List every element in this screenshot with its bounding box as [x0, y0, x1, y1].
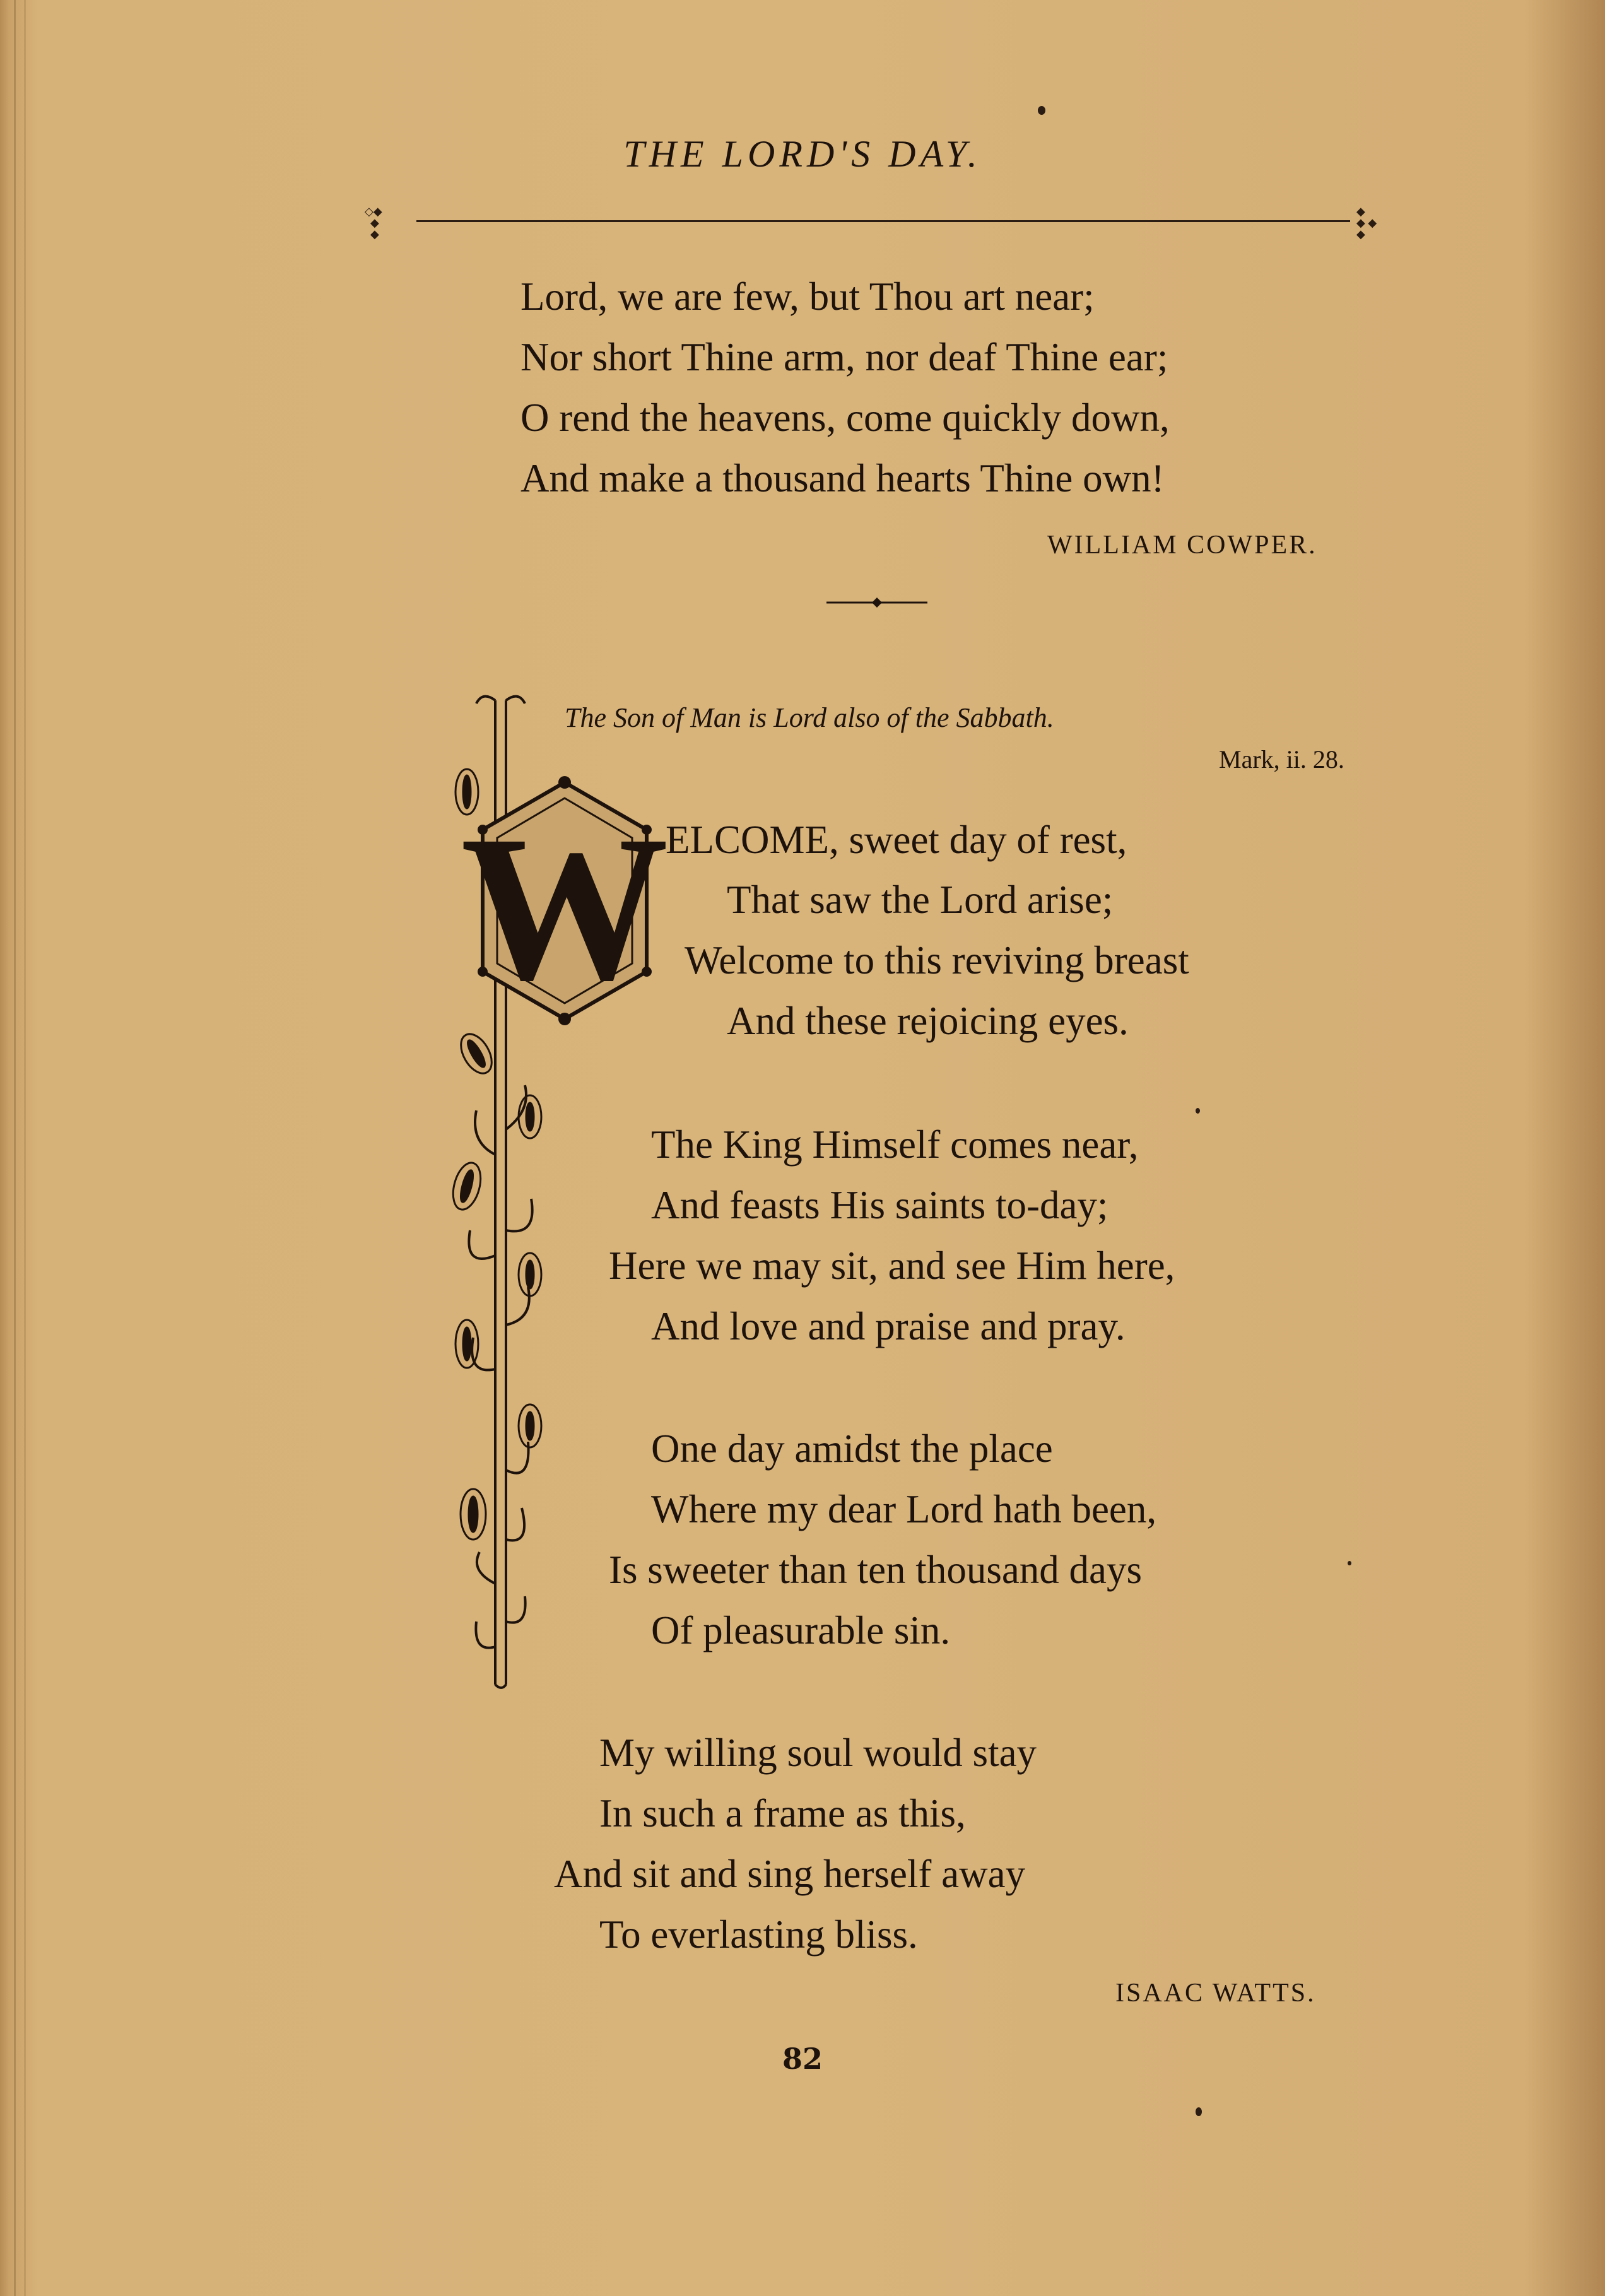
running-head: THE LORD'S DAY.: [623, 133, 982, 175]
poem2-author: ISAAC WATTS.: [1115, 1979, 1316, 2008]
print-speck: [1038, 106, 1045, 115]
poem1-author: WILLIAM COWPER.: [1047, 531, 1317, 560]
section-divider-ornament: [826, 596, 927, 609]
stanza3-line-1: One day amidst the place: [651, 1427, 1053, 1471]
rule-ornament-right: ◆ ◆ ◆ ◆: [1356, 205, 1377, 240]
stanza4-line-4: To everlasting bliss.: [599, 1912, 918, 1957]
stanza2-line-2: And feasts His saints to-day;: [651, 1183, 1108, 1227]
print-speck: [1348, 1561, 1351, 1565]
print-speck: [1196, 2107, 1202, 2116]
stanza2-line-1: The King Himself comes near,: [651, 1122, 1139, 1167]
initial-letter: W: [461, 793, 669, 1023]
stanza2-line-4: And love and praise and pray.: [651, 1304, 1126, 1348]
stanza4-line-3: And sit and sing herself away: [554, 1852, 1026, 1896]
stanza3-line-4: Of pleasurable sin.: [651, 1608, 951, 1652]
stanza1-line-3: Welcome to this reviving breast: [685, 938, 1189, 982]
stanza3-line-2: Where my dear Lord hath been,: [651, 1487, 1157, 1531]
print-speck: [1196, 1108, 1200, 1114]
poem1-line-4: And make a thousand hearts Thine own!: [520, 456, 1165, 500]
stanza1-line-4: And these rejoicing eyes.: [727, 999, 1129, 1043]
epigraph-reference: Mark, ii. 28.: [1219, 745, 1344, 774]
epigraph-text: The Son of Man is Lord also of the Sabbath.: [565, 702, 1054, 733]
poem1-line-1: Lord, we are few, but Thou art near;: [520, 274, 1095, 319]
header-rule: [416, 220, 1350, 222]
poem1-line-3: O rend the heavens, come quickly down,: [520, 396, 1170, 440]
page-number: 82: [782, 2042, 823, 2076]
stanza2-line-3: Here we may sit, and see Him here,: [609, 1244, 1175, 1288]
stanza1-line-1: ELCOME, sweet day of rest,: [666, 818, 1127, 862]
stanza4-line-2: In such a frame as this,: [599, 1791, 966, 1835]
rule-ornament-left: ◇◆ ◆ ◆: [365, 205, 382, 240]
stanza3-line-3: Is sweeter than ten thousand days: [609, 1548, 1143, 1592]
stanza1-line-2: That saw the Lord arise;: [727, 878, 1114, 922]
stanza4-line-1: My willing soul would stay: [599, 1731, 1037, 1775]
binding-edge: [24, 0, 26, 2296]
binding-edge: [14, 0, 16, 2296]
poem1-line-2: Nor short Thine arm, nor deaf Thine ear;: [520, 335, 1168, 379]
